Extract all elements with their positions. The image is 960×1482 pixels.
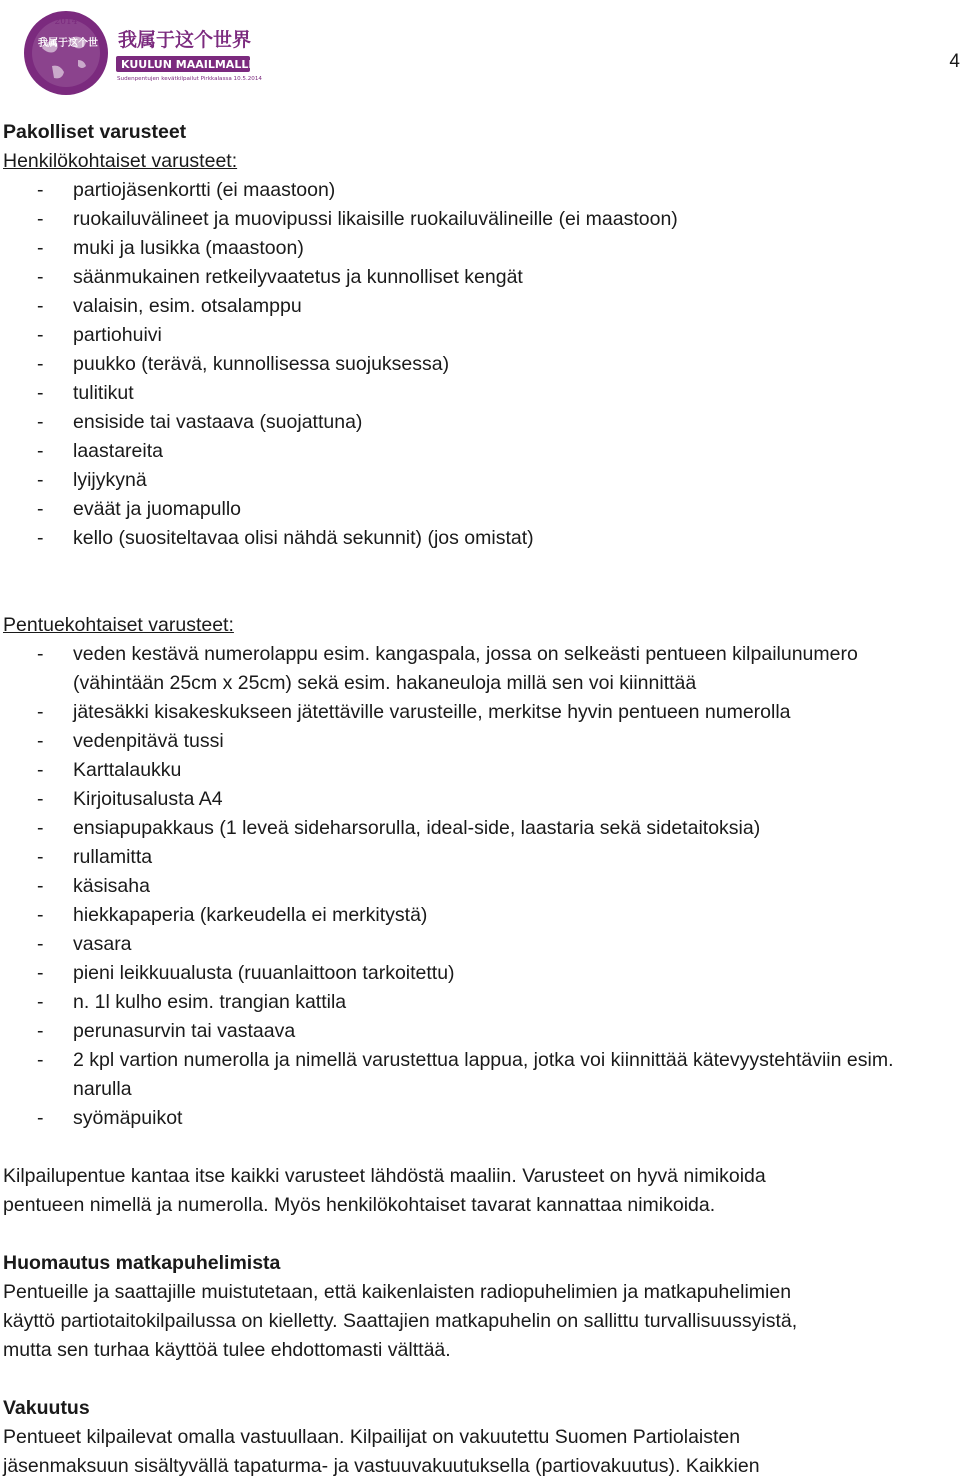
list-item: - syömäpuikot <box>3 1104 953 1133</box>
list-item: - ruokailuvälineet ja muovipussi likaisille ruokailuvälineille (ei maastoon) <box>3 205 953 234</box>
list-item: - partiohuivi <box>3 321 953 350</box>
phones-text-line: käyttö partiotaitokilpailussa on kielletty. Saattajien matkapuhelin on sallittu turvallisuussyistä, <box>3 1310 798 1332</box>
phones-text-line: mutta sen turhaa käyttöä tulee ehdottomasti välttää. <box>3 1339 451 1361</box>
list-item: - ensiapupakkaus (1 leveä sideharsorulla, ideal-side, laastaria sekä sidetaitoksia) <box>3 814 953 843</box>
patrol-equipment-list <box>3 640 953 1133</box>
section-title-phones: Huomautus matkapuhelimista <box>3 1252 281 1274</box>
section-title-insurance: Vakuutus <box>3 1397 90 1419</box>
list-item: - eväät ja juomapullo <box>3 495 953 524</box>
logo-small-chinese: 我属于这个世 <box>38 38 98 49</box>
equipment-note-line: pentueen nimellä ja numerolla. Myös henkilökohtaiset tavarat kannattaa nimikoida. <box>3 1194 716 1216</box>
logo-tagline: KUULUN MAAILMALLE! <box>121 58 261 71</box>
list-item: - valaisin, esim. otsalamppu <box>3 292 953 321</box>
list-item: - partiojäsenkortti (ei maastoon) <box>3 176 953 205</box>
list-item: - n. 1l kulho esim. trangian kattila <box>3 988 953 1017</box>
list-item: - vedenpitävä tussi <box>3 727 953 756</box>
list-item: - käsisaha <box>3 872 953 901</box>
phones-text-line: Pentueille ja saattajille muistutetaan, että kaikenlaisten radiopuhelimien ja matkapuhelimien <box>3 1281 792 1303</box>
list-item: - vasara <box>3 930 953 959</box>
page-content <box>3 118 953 1481</box>
list-item: - pieni leikkuualusta (ruuanlaittoon tarkoitettu) <box>3 959 953 988</box>
personal-equipment-list <box>3 176 953 553</box>
list-item: - veden kestävä numerolappu esim. kangaspala, jossa on selkeästi pentueen kilpailunumero (vähintään 25cm x 25cm) sekä esim. hakaneuloja millä sen voi kiinnittää <box>3 640 953 698</box>
section-title-mandatory: Pakolliset varusteet <box>3 121 187 143</box>
equipment-note-line: Kilpailupentue kantaa itse kaikki varusteet lähdöstä maaliin. Varusteet on hyvä nimikoida <box>3 1165 766 1187</box>
list-item: - säänmukainen retkeilyvaatetus ja kunnolliset kengät <box>3 263 953 292</box>
insurance-text-line: jäsenmaksuun sisältyvällä tapaturma- ja vastuuvakuutuksella (partiovakuutus). Kaikkien <box>3 1455 760 1477</box>
logo-subtitle: Sudenpentujen kevätkilpailut Pirkkalassa 10.5.2014 <box>117 76 262 82</box>
insurance-text-line: Pentueet kilpailevat omalla vastuullaan. Kilpailijat on vakuutettu Suomen Partiolaisten <box>3 1426 741 1448</box>
list-item: - puukko (terävä, kunnollisessa suojuksessa) <box>3 350 953 379</box>
list-item: - Kirjoitusalusta A4 <box>3 785 953 814</box>
list-item: - jätesäkki kisakeskukseen jätettäville varusteille, merkitse hyvin pentueen numerolla <box>3 698 953 727</box>
list-item: - perunasurvin tai vastaava <box>3 1017 953 1046</box>
logo-chinese-title: 我属于这个世界 <box>118 29 252 51</box>
list-item: - 2 kpl vartion numerolla ja nimellä varustettua lappua, jotka voi kiinnittää kätevyystehtäviin esim. narulla <box>3 1046 953 1104</box>
list-item: - ensiside tai vastaava (suojattuna) <box>3 408 953 437</box>
equipment-note <box>3 1162 953 1220</box>
event-logo <box>22 8 262 98</box>
logo-year: 2014 <box>54 17 78 27</box>
list-item: - laastareita <box>3 437 953 466</box>
list-item: - muki ja lusikka (maastoon) <box>3 234 953 263</box>
page-number: 4 <box>949 51 960 72</box>
list-item: - kello (suositeltavaa olisi nähdä sekunnit) (jos omistat) <box>3 524 953 553</box>
list-item: - tulitikut <box>3 379 953 408</box>
list-item: - Karttalaukku <box>3 756 953 785</box>
list-item: - hiekkapaperia (karkeudella ei merkitystä) <box>3 901 953 930</box>
list-item: - rullamitta <box>3 843 953 872</box>
personal-equipment-heading: Henkilökohtaiset varusteet: <box>3 150 238 172</box>
patrol-equipment-heading: Pentuekohtaiset varusteet: <box>3 614 234 636</box>
list-item: - lyijykynä <box>3 466 953 495</box>
